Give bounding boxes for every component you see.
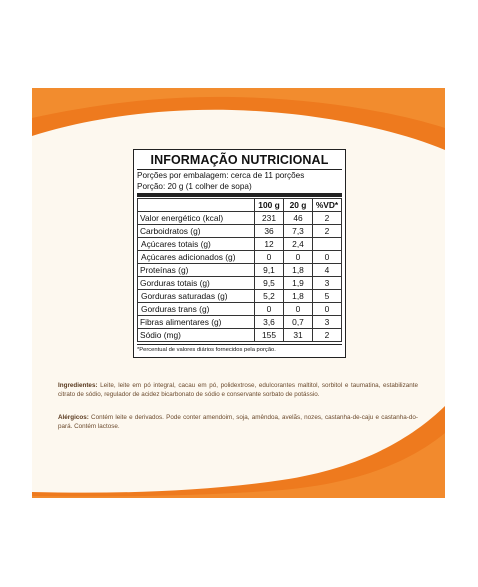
nutrient-label: Valor energético (kcal) bbox=[138, 212, 255, 225]
value-100g: 231 bbox=[255, 212, 284, 225]
value-vd: 0 bbox=[313, 303, 342, 316]
table-row bbox=[138, 316, 342, 329]
value-vd: 2 bbox=[313, 329, 342, 342]
table-header-row bbox=[138, 199, 342, 212]
value-100g: 0 bbox=[255, 251, 284, 264]
header-20g: 20 g bbox=[284, 199, 313, 212]
value-vd: 2 bbox=[313, 225, 342, 238]
label-card bbox=[32, 88, 445, 498]
value-20g: 0 bbox=[284, 251, 313, 264]
nutrition-title: INFORMAÇÃO NUTRICIONAL bbox=[137, 152, 342, 170]
nutrition-facts-table bbox=[133, 149, 346, 358]
ingredients-text: Leite, leite em pó integral, cacau em pó, polidextrose, edulcorantes maltitol, sorbitol e taumatina, estabilizante citrato de sódio, regulador de acidez bicarbonato de sódio e conservante sorbato de potássio. bbox=[58, 382, 418, 398]
table-row bbox=[138, 277, 342, 290]
nutrient-label: Proteínas (g) bbox=[138, 264, 255, 277]
table-row bbox=[138, 303, 342, 316]
value-20g: 0,7 bbox=[284, 316, 313, 329]
table-row bbox=[138, 225, 342, 238]
ingredients-label: Ingredientes: bbox=[58, 382, 98, 389]
nutrient-table bbox=[137, 198, 342, 342]
value-20g: 1,8 bbox=[284, 264, 313, 277]
nutrient-label: Gorduras saturadas (g) bbox=[138, 290, 255, 303]
header-vd: %VD* bbox=[313, 199, 342, 212]
value-20g: 1,8 bbox=[284, 290, 313, 303]
nutrient-label: Açúcares adicionados (g) bbox=[138, 251, 255, 264]
value-20g: 7,3 bbox=[284, 225, 313, 238]
daily-value-footnote: *Percentual de valores diários fornecidos pela porção. bbox=[137, 344, 342, 354]
value-100g: 155 bbox=[255, 329, 284, 342]
value-vd bbox=[313, 238, 342, 251]
value-vd: 3 bbox=[313, 316, 342, 329]
servings-per-package: Porções por embalagem: cerca de 11 porções bbox=[137, 171, 305, 180]
value-100g: 36 bbox=[255, 225, 284, 238]
table-row bbox=[138, 290, 342, 303]
allergens-block bbox=[58, 414, 418, 431]
value-vd: 2 bbox=[313, 212, 342, 225]
nutrient-label: Sódio (mg) bbox=[138, 329, 255, 342]
table-row bbox=[138, 329, 342, 342]
value-100g: 9,1 bbox=[255, 264, 284, 277]
value-20g: 0 bbox=[284, 303, 313, 316]
thick-divider bbox=[137, 193, 342, 197]
header-blank bbox=[138, 199, 255, 212]
value-20g: 31 bbox=[284, 329, 313, 342]
header-100g: 100 g bbox=[255, 199, 284, 212]
nutrient-label: Fibras alimentares (g) bbox=[138, 316, 255, 329]
nutrient-label: Açúcares totais (g) bbox=[138, 238, 255, 251]
value-20g: 1,9 bbox=[284, 277, 313, 290]
value-20g: 46 bbox=[284, 212, 313, 225]
serving-size: Porção: 20 g (1 colher de sopa) bbox=[137, 182, 252, 191]
table-row bbox=[138, 212, 342, 225]
table-row bbox=[138, 251, 342, 264]
value-100g: 0 bbox=[255, 303, 284, 316]
value-vd: 4 bbox=[313, 264, 342, 277]
nutrient-label: Gorduras totais (g) bbox=[138, 277, 255, 290]
value-100g: 12 bbox=[255, 238, 284, 251]
allergens-text: Contém leite e derivados. Pode conter amendoim, soja, amêndoa, avelãs, nozes, castanha-de-caju e castanha-do-pará. Contém lactose. bbox=[58, 414, 419, 430]
value-vd: 3 bbox=[313, 277, 342, 290]
allergens-label: Alérgicos: bbox=[58, 414, 89, 421]
value-100g: 3,6 bbox=[255, 316, 284, 329]
value-vd: 5 bbox=[313, 290, 342, 303]
nutrient-label: Carboidratos (g) bbox=[138, 225, 255, 238]
ingredients-block bbox=[58, 382, 418, 399]
value-100g: 5,2 bbox=[255, 290, 284, 303]
table-row bbox=[138, 264, 342, 277]
table-row bbox=[138, 238, 342, 251]
value-vd: 0 bbox=[313, 251, 342, 264]
value-20g: 2,4 bbox=[284, 238, 313, 251]
value-100g: 9,5 bbox=[255, 277, 284, 290]
nutrient-label: Gorduras trans (g) bbox=[138, 303, 255, 316]
